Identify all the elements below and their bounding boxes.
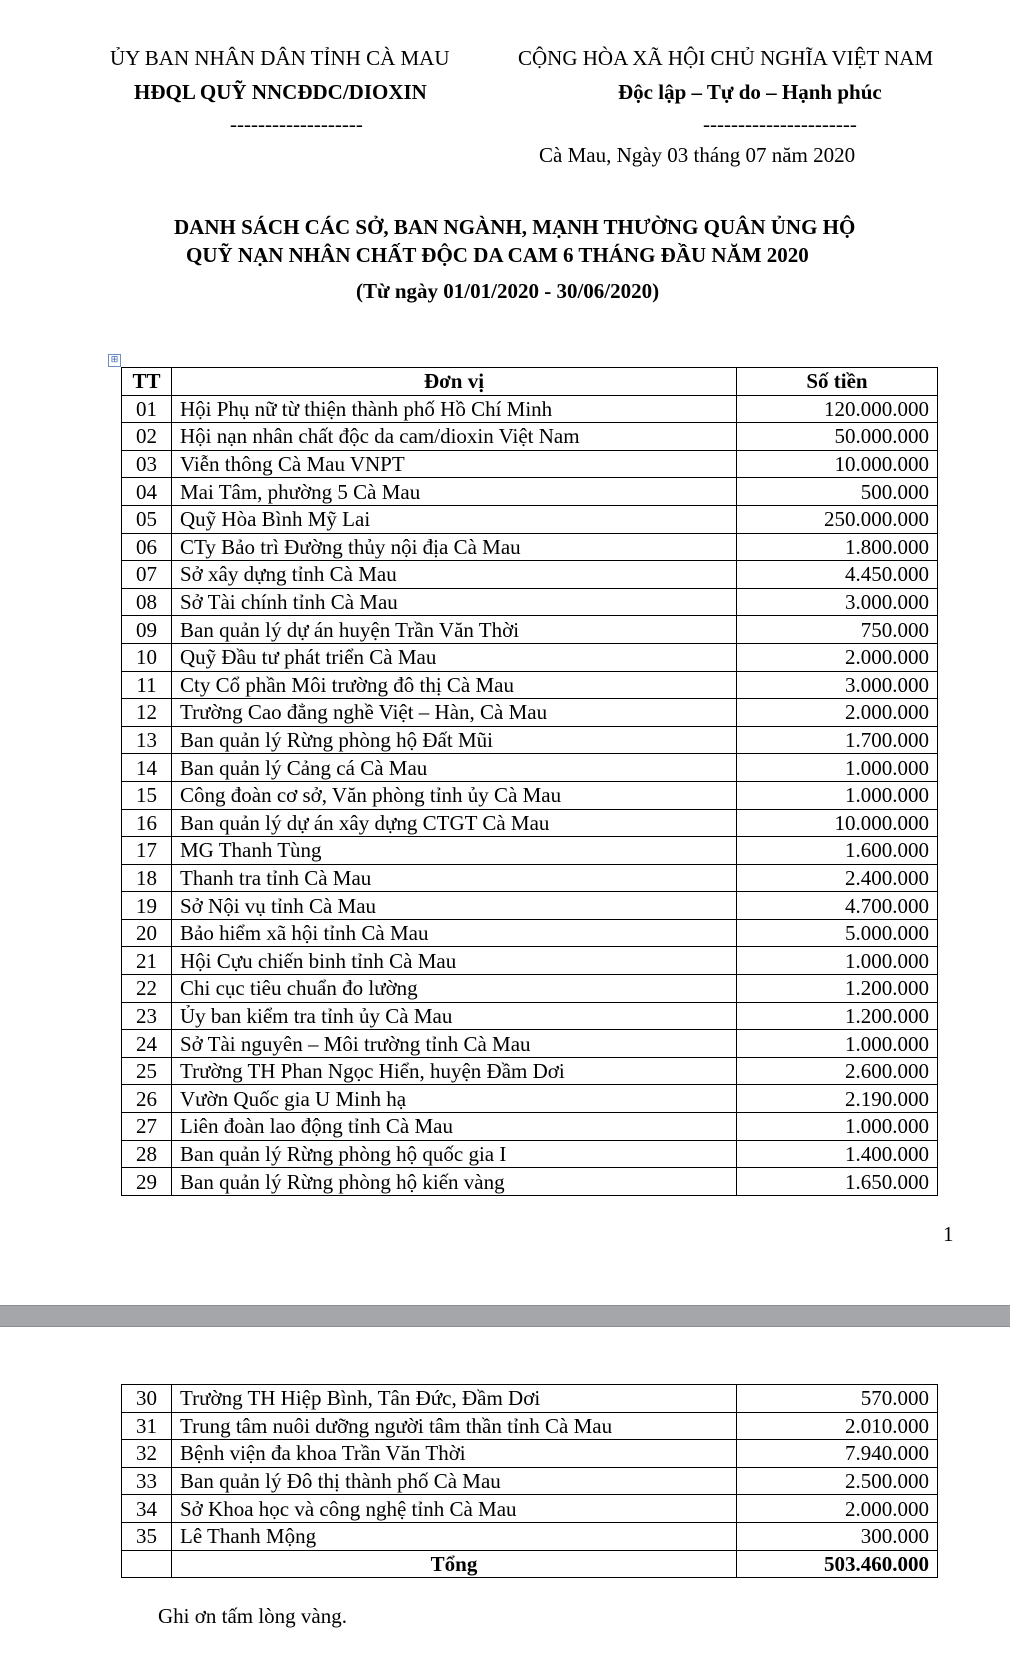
row-unit: Ban quản lý dự án huyện Trần Văn Thời: [172, 616, 737, 644]
table-row: [122, 1168, 938, 1196]
row-number: 29: [122, 1168, 172, 1196]
row-number: 33: [122, 1467, 172, 1495]
row-amount: 1.000.000: [737, 754, 938, 782]
row-amount: 750.000: [737, 616, 938, 644]
row-amount: 1.000.000: [737, 781, 938, 809]
sub-left: HĐQL QUỸ NNCĐDC/DIOXIN: [134, 80, 427, 104]
row-amount: 1.600.000: [737, 837, 938, 865]
row-unit: Bệnh viện đa khoa Trần Văn Thời: [172, 1440, 737, 1468]
row-unit: Sở Khoa học và công nghệ tỉnh Cà Mau: [172, 1495, 737, 1523]
table-row: [122, 1495, 938, 1523]
row-unit: Liên đoàn lao động tỉnh Cà Mau: [172, 1113, 737, 1141]
column-header-tt: TT: [122, 368, 172, 396]
row-unit: Trường TH Phan Ngọc Hiển, huyện Đầm Dơi: [172, 1057, 737, 1085]
title-line-1: DANH SÁCH CÁC SỞ, BAN NGÀNH, MẠNH THƯỜNG QUÂN ỦNG HỘ: [174, 215, 856, 239]
row-unit: Viễn thông Cà Mau VNPT: [172, 450, 737, 478]
table-row: [122, 781, 938, 809]
table-row: [122, 1467, 938, 1495]
total-amount: 503.460.000: [737, 1550, 938, 1578]
row-number: 17: [122, 837, 172, 865]
table-row: [122, 1140, 938, 1168]
table-row: [122, 892, 938, 920]
row-amount: 2.000.000: [737, 699, 938, 727]
table-row: [122, 809, 938, 837]
row-unit: CTy Bảo trì Đường thủy nội địa Cà Mau: [172, 533, 737, 561]
total-empty-cell: [122, 1550, 172, 1578]
column-header-amount: Số tiền: [737, 368, 938, 396]
row-amount: 120.000.000: [737, 395, 938, 423]
table-row: [122, 588, 938, 616]
row-unit: Mai Tâm, phường 5 Cà Mau: [172, 478, 737, 506]
title-line-2: QUỸ NẠN NHÂN CHẤT ĐỘC DA CAM 6 THÁNG ĐẦU NĂM 2020: [186, 243, 809, 267]
row-number: 27: [122, 1113, 172, 1141]
row-unit: Quỹ Đầu tư phát triển Cà Mau: [172, 643, 737, 671]
row-unit: Ban quản lý Cảng cá Cà Mau: [172, 754, 737, 782]
row-number: 03: [122, 450, 172, 478]
row-amount: 570.000: [737, 1385, 938, 1413]
row-number: 13: [122, 726, 172, 754]
row-amount: 300.000: [737, 1522, 938, 1550]
row-unit: Sở Tài chính tỉnh Cà Mau: [172, 588, 737, 616]
row-amount: 4.700.000: [737, 892, 938, 920]
org-right: CỘNG HÒA XÃ HỘI CHỦ NGHĨA VIỆT NAM: [518, 46, 934, 70]
row-amount: 10.000.000: [737, 450, 938, 478]
table-row: [122, 975, 938, 1003]
table-row: [122, 947, 938, 975]
row-number: 07: [122, 561, 172, 589]
table-row: [122, 699, 938, 727]
row-amount: 2.500.000: [737, 1467, 938, 1495]
row-unit: Hội Cựu chiến binh tỉnh Cà Mau: [172, 947, 737, 975]
row-unit: Ban quản lý Rừng phòng hộ Đất Mũi: [172, 726, 737, 754]
row-amount: 2.400.000: [737, 864, 938, 892]
row-unit: Quỹ Hòa Bình Mỹ Lai: [172, 505, 737, 533]
table-row: [122, 1522, 938, 1550]
table-row: [122, 423, 938, 451]
table-row: [122, 643, 938, 671]
row-number: 19: [122, 892, 172, 920]
row-amount: 1.800.000: [737, 533, 938, 561]
row-number: 08: [122, 588, 172, 616]
row-number: 06: [122, 533, 172, 561]
table-row: [122, 1002, 938, 1030]
row-number: 35: [122, 1522, 172, 1550]
row-amount: 1.200.000: [737, 1002, 938, 1030]
table-row: [122, 1412, 938, 1440]
table-row: [122, 919, 938, 947]
row-number: 31: [122, 1412, 172, 1440]
row-amount: 2.190.000: [737, 1085, 938, 1113]
row-unit: Cty Cổ phần Môi trường đô thị Cà Mau: [172, 671, 737, 699]
row-number: 22: [122, 975, 172, 1003]
row-unit: Ban quản lý Đô thị thành phố Cà Mau: [172, 1467, 737, 1495]
row-amount: 1.650.000: [737, 1168, 938, 1196]
row-amount: 1.200.000: [737, 975, 938, 1003]
row-number: 02: [122, 423, 172, 451]
sub-right: Độc lập – Tự do – Hạnh phúc: [618, 80, 882, 104]
row-unit: Hội Phụ nữ từ thiện thành phố Hồ Chí Minh: [172, 395, 737, 423]
table-row: [122, 533, 938, 561]
row-number: 14: [122, 754, 172, 782]
row-number: 09: [122, 616, 172, 644]
row-unit: Trung tâm nuôi dưỡng người tâm thần tỉnh Cà Mau: [172, 1412, 737, 1440]
row-amount: 500.000: [737, 478, 938, 506]
total-row: [122, 1550, 938, 1578]
table-row: [122, 561, 938, 589]
closing-note: Ghi ơn tấm lòng vàng.: [158, 1604, 347, 1628]
table-row: [122, 505, 938, 533]
row-number: 12: [122, 699, 172, 727]
row-amount: 250.000.000: [737, 505, 938, 533]
row-unit: Bảo hiểm xã hội tỉnh Cà Mau: [172, 919, 737, 947]
page-number: 1: [943, 1222, 954, 1246]
row-number: 04: [122, 478, 172, 506]
row-unit: Sở Tài nguyên – Môi trường tỉnh Cà Mau: [172, 1030, 737, 1058]
row-unit: Vườn Quốc gia U Minh hạ: [172, 1085, 737, 1113]
table-row: [122, 1385, 938, 1413]
table-row: [122, 1085, 938, 1113]
row-number: 05: [122, 505, 172, 533]
row-unit: Lê Thanh Mộng: [172, 1522, 737, 1550]
row-amount: 2.600.000: [737, 1057, 938, 1085]
date-line: Cà Mau, Ngày 03 tháng 07 năm 2020: [539, 143, 856, 167]
row-number: 26: [122, 1085, 172, 1113]
row-number: 23: [122, 1002, 172, 1030]
table-row: [122, 754, 938, 782]
row-number: 15: [122, 781, 172, 809]
row-amount: 1.000.000: [737, 1030, 938, 1058]
row-number: 24: [122, 1030, 172, 1058]
row-amount: 1.000.000: [737, 1113, 938, 1141]
row-unit: Ban quản lý Rừng phòng hộ kiến vàng: [172, 1168, 737, 1196]
row-unit: Hội nạn nhân chất độc da cam/dioxin Việt Nam: [172, 423, 737, 451]
row-unit: Sở Nội vụ tỉnh Cà Mau: [172, 892, 737, 920]
table-row: [122, 478, 938, 506]
row-amount: 1.400.000: [737, 1140, 938, 1168]
column-header-unit: Đơn vị: [172, 368, 737, 396]
row-number: 21: [122, 947, 172, 975]
table-row: [122, 1440, 938, 1468]
row-amount: 2.000.000: [737, 1495, 938, 1523]
table-row: [122, 616, 938, 644]
row-amount: 10.000.000: [737, 809, 938, 837]
table-row: [122, 1057, 938, 1085]
table-row: [122, 671, 938, 699]
row-number: 18: [122, 864, 172, 892]
donation-table-page-2: [121, 1384, 938, 1578]
row-number: 32: [122, 1440, 172, 1468]
row-amount: 3.000.000: [737, 588, 938, 616]
row-amount: 2.010.000: [737, 1412, 938, 1440]
row-unit: Ban quản lý Rừng phòng hộ quốc gia I: [172, 1140, 737, 1168]
row-amount: 3.000.000: [737, 671, 938, 699]
row-amount: 7.940.000: [737, 1440, 938, 1468]
dash-right: ----------------------: [703, 112, 857, 136]
row-unit: Ban quản lý dự án xây dựng CTGT Cà Mau: [172, 809, 737, 837]
dash-left: -------------------: [230, 112, 363, 136]
row-number: 11: [122, 671, 172, 699]
row-number: 16: [122, 809, 172, 837]
table-row: [122, 726, 938, 754]
table-header-row: [122, 368, 938, 396]
table-row: [122, 1113, 938, 1141]
row-amount: 2.000.000: [737, 643, 938, 671]
row-unit: Chi cục tiêu chuẩn đo lường: [172, 975, 737, 1003]
table-row: [122, 837, 938, 865]
org-left: ỦY BAN NHÂN DÂN TỈNH CÀ MAU: [110, 46, 450, 70]
row-number: 01: [122, 395, 172, 423]
total-label: Tổng: [172, 1550, 737, 1578]
table-row: [122, 1030, 938, 1058]
row-number: 28: [122, 1140, 172, 1168]
row-unit: Trường TH Hiệp Bình, Tân Đức, Đầm Dơi: [172, 1385, 737, 1413]
row-number: 30: [122, 1385, 172, 1413]
table-row: [122, 450, 938, 478]
row-unit: Trường Cao đẳng nghề Việt – Hàn, Cà Mau: [172, 699, 737, 727]
row-number: 20: [122, 919, 172, 947]
donation-table-page-1: [121, 367, 938, 1196]
row-number: 34: [122, 1495, 172, 1523]
row-number: 10: [122, 643, 172, 671]
table-row: [122, 395, 938, 423]
title-line-3: (Từ ngày 01/01/2020 - 30/06/2020): [356, 279, 660, 303]
row-unit: Công đoàn cơ sở, Văn phòng tỉnh ủy Cà Mau: [172, 781, 737, 809]
row-unit: Ủy ban kiểm tra tỉnh ủy Cà Mau: [172, 1002, 737, 1030]
table-row: [122, 864, 938, 892]
row-amount: 1.000.000: [737, 947, 938, 975]
row-amount: 5.000.000: [737, 919, 938, 947]
row-amount: 50.000.000: [737, 423, 938, 451]
row-unit: Thanh tra tỉnh Cà Mau: [172, 864, 737, 892]
row-unit: MG Thanh Tùng: [172, 837, 737, 865]
row-amount: 1.700.000: [737, 726, 938, 754]
row-amount: 4.450.000: [737, 561, 938, 589]
row-number: 25: [122, 1057, 172, 1085]
table-move-handle-icon[interactable]: ⊞: [108, 354, 121, 367]
row-unit: Sở xây dựng tỉnh Cà Mau: [172, 561, 737, 589]
page-break-gap: [0, 1305, 1010, 1327]
